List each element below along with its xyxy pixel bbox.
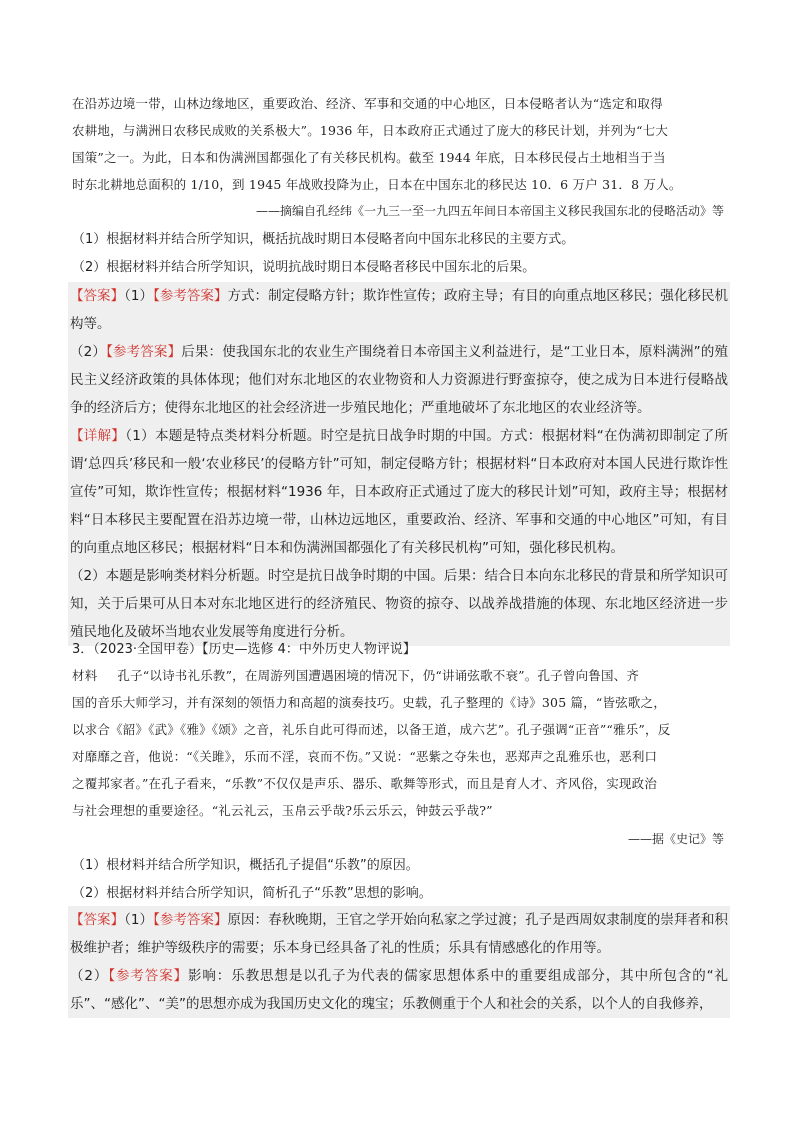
- answer-block-1: [68, 282, 730, 646]
- reference-tag: 【参考答案】: [106, 344, 182, 360]
- material-line: 农耕地，与满洲日农移民成败的关系极大”。1936 年，日本政府正式通过了庞大的移民计划，并列为“七大: [72, 123, 669, 138]
- material-line: 材料 孔子“以诗书礼乐教”，在周游列国遭遇困境的情况下，仍“讲诵弦歌不衰”。孔子曾向鲁国、齐: [72, 662, 724, 689]
- answer-tag: 【答案】: [70, 912, 125, 928]
- detail-1-text: （1）本题是特点类材料分析题。时空是抗日战争时期的中国。方式：根据材料“在伪满初即制定了所谓‘总四兵’移民和一般‘农业移民’的侵略方针”可知，制定侵略方针；根据材料“日本政府对本国人民进行欺诈性宣传”可知，欺诈性宣传；根据材料“1936 年，日本政府正式通过了庞大的移民计划”可知，政府主导；根据材料“日本移民主要配置在沿苏边境一带，山林边远地区，重要政治、经济、军事和交通的中心地区”可知，有目的向重点地区移民；根据材料“日本和伪满洲国都强化了有关移民机构”可知，强化移民机构。: [70, 428, 729, 556]
- question-group-3: [72, 852, 724, 908]
- detail-1: [70, 422, 728, 562]
- detail-2: （2）本题是影响类材料分析题。时空是抗日战争时期的中国。后果：结合日本向东北移民的背景和所学知识可知，关于后果可从日本对东北地区进行的经济殖民、物资的掠夺、以战养战措施的体现、东北地区经济进一步殖民地化及破坏当地农业发展等角度进行分析。: [70, 568, 728, 640]
- material-line: 对靡靡之音，他说：“《关雎》，乐而不淫，哀而不伤。”又说：“恶紫之夺朱也，恶郑声之乱雅乐也，恶利口: [72, 749, 658, 764]
- question-2: （2）根据材料并结合所学知识，说明抗战时期日本侵略者移民中国东北的后果。: [72, 260, 536, 275]
- material-line: 之覆邦家者。”在孔子看来，“乐教”不仅仅是声乐、器乐、歌舞等形式，而且是育人才、齐风俗，实现政治: [72, 776, 658, 791]
- question-group-1: [72, 226, 724, 282]
- reference-tag: 【参考答案】: [153, 288, 228, 304]
- material-line: 国的音乐大师学习，并有深刻的领悟力和高超的演奏技巧。史载，孔子整理的《诗》305 篇，“皆弦歌之，: [72, 695, 667, 710]
- material-line: 在沿苏边境一带，山林边缘地区，重要政治、经济、军事和交通的中心地区，日本侵略者认为“选定和取得: [72, 96, 663, 111]
- answer-3-2-text: 影响：乐教思想是以孔子为代表的儒家思想体系中的重要组成部分，其中所包含的“礼乐”、“感化”、“美”的思想亦成为我国历史文化的瑰宝；乐教侧重于个人和社会的关系，以个人的自我修养，: [70, 968, 728, 1012]
- material-line: 国策”之一。为此，日本和伪满洲国都强化了有关移民机构。截至 1944 年底，日本移民侵占土地相当于当: [72, 150, 666, 165]
- answer-3-1: 【答案】（1）【参考答案】原因：春秋晚期，王官之学开始向私家之学过渡；孔子是西周奴隶制度的崇拜者和积极维护者；维护等级秩序的需要；乐本身已经具备了礼的性质；乐具有情感感化的作用等。: [70, 912, 729, 956]
- answer-1: 【答案】（1）【参考答案】方式：制定侵略方针；欺诈性宣传；政府主导；有目的向重点地区移民；强化移民机构等。: [70, 288, 729, 332]
- detail-tag: 【详解】: [70, 428, 126, 444]
- answer-3-2: （2）【参考答案】影响：乐教思想是以孔子为代表的儒家思想体系中的重要组成部分，其中所包含的“礼乐”、“感化”、“美”的思想亦成为我国历史文化的瑰宝；乐教侧重于个人和社会的关系，以个人的自我修养，: [70, 968, 728, 1012]
- answer-3-1-text: 原因：春秋晚期，王官之学开始向私家之学过渡；孔子是西周奴隶制度的崇拜者和积极维护者；维护等级秩序的需要；乐本身已经具备了礼的性质；乐具有情感感化的作用等。: [70, 912, 729, 956]
- material-line: 以求合《韶》《武》《雅》《颂》之音，礼乐自此可得而述，以备王道，成六艺”。孔子强调“正音”“雅乐”，反: [72, 722, 671, 737]
- answer-tag: 【答案】: [70, 288, 125, 304]
- answer-2-text: 后果：使我国东北的农业生产围绕着日本帝国主义利益进行，是“工业日本，原料满洲”的殖民主义经济政策的具体体现；他们对东北地区的农业物资和人力资源进行野蛮掠夺，使之成为日本进行侵略战争的经济后方；使得东北地区的社会经济进一步殖民地化；严重地破坏了东北地区的农业经济等。: [70, 344, 728, 416]
- material-line: 与社会理想的重要途径。“礼云礼云，玉帛云乎哉?乐云乐云，钟鼓云乎哉?”: [72, 803, 493, 818]
- material-label: 材料: [72, 668, 98, 683]
- question-3-heading: 3．（2023·全国甲卷）【历史—选修 4：中外历史人物评说】: [72, 642, 416, 657]
- material-line: 时东北耕地总面积的 1/10，到 1945 年战败投降为止，日本在中国东北的移民达 10．6 万户 31．8 万人。: [72, 177, 682, 192]
- question-3-1: （1）根材料并结合所学知识，概括孔子提倡“乐教”的原因。: [72, 858, 419, 873]
- material-passage-1: [72, 90, 724, 198]
- material-passage-2: [72, 662, 724, 824]
- answer-block-3: [68, 906, 730, 1018]
- reference-tag: 【参考答案】: [108, 968, 188, 984]
- question-3-2: （2）根据材料并结合所学知识，简析孔子“乐教”思想的影响。: [72, 886, 432, 901]
- question-1: （1）根据材料并结合所学知识，概括抗战时期日本侵略者向中国东北移民的主要方式。: [72, 232, 575, 247]
- answer-1-text: 方式：制定侵略方针；欺诈性宣传；政府主导；有目的向重点地区移民；强化移民机构等。: [70, 288, 729, 332]
- reference-tag: 【参考答案】: [153, 912, 228, 928]
- material-source-1: ——摘编自孔经纬《一九三一至一九四五年间日本帝国主义移民我国东北的侵略活动》等: [255, 204, 724, 218]
- answer-2: （2）【参考答案】后果：使我国东北的农业生产围绕着日本帝国主义利益进行，是“工业日本，原料满洲”的殖民主义经济政策的具体体现；他们对东北地区的农业物资和人力资源进行野蛮掠夺，使之成为日本进行侵略战争的经济后方；使得东北地区的社会经济进一步殖民地化；严重地破坏了东北地区的农业经济等。: [70, 344, 728, 416]
- material-source-2: ——据《史记》等: [627, 832, 724, 846]
